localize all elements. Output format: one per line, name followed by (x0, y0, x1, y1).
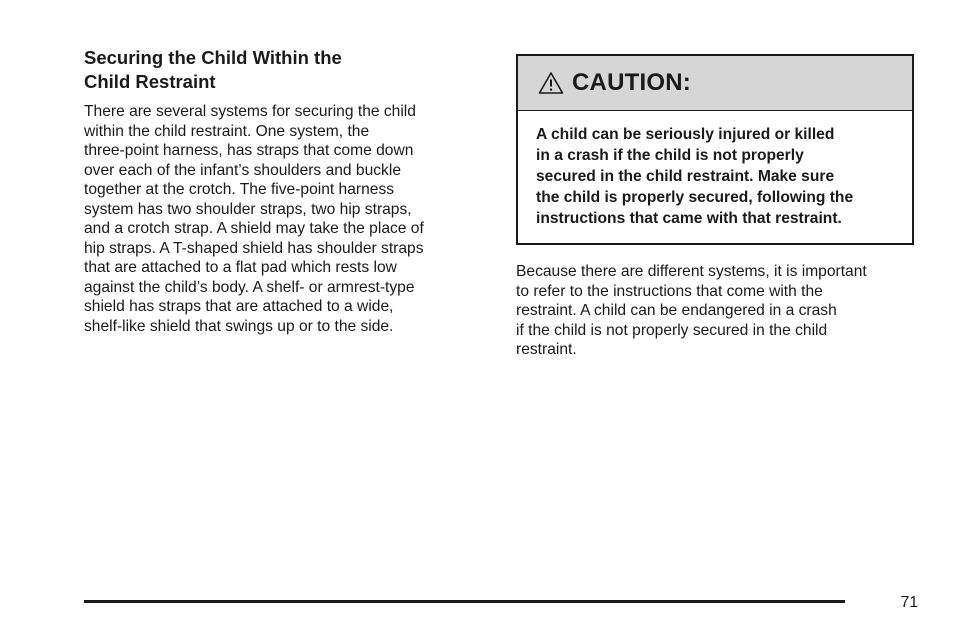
note-line: restraint. (516, 341, 577, 358)
caution-header (518, 56, 912, 111)
note-line: if the child is not properly secured in the child (516, 321, 828, 339)
note-paragraph (516, 262, 918, 360)
body-line: that are attached to a flat pad which rests low (84, 259, 397, 276)
body-line: and a crotch strap. A shield may take the place of (84, 220, 424, 237)
body-line: together at the crotch. The five-point harness (84, 181, 395, 198)
caution-line: the child is properly secured, following the (536, 189, 854, 206)
warning-triangle-icon (538, 71, 564, 95)
section-heading-line: Securing the Child Within the (84, 47, 342, 68)
body-line: shield has straps that are attached to a wide, (84, 298, 394, 315)
note-line: restraint. A child can be endangered in a crash (516, 302, 837, 319)
caution-line: secured in the child restraint. Make sure (536, 168, 835, 185)
page-number: 71 (900, 594, 918, 611)
note-line: to refer to the instructions that come with the (516, 282, 823, 300)
body-line: There are several systems for securing the child (84, 103, 416, 120)
caution-title: CAUTION: (572, 69, 691, 96)
left-column (84, 46, 474, 336)
section-heading (84, 46, 474, 94)
caution-line: A child can be seriously injured or killed (536, 126, 835, 143)
caution-body (518, 111, 912, 243)
note-line: Because there are different systems, it is important (516, 263, 867, 280)
caution-line: in a crash if the child is not properly (536, 147, 804, 164)
caution-line: instructions that came with that restraint. (536, 210, 842, 227)
body-line: hip straps. A T-shaped shield has shoulder straps (84, 239, 424, 257)
footer-rule (84, 600, 845, 603)
body-line: against the child’s body. A shelf- or armrest-type (84, 278, 415, 296)
caution-box (516, 54, 914, 245)
body-line: over each of the infant’s shoulders and buckle (84, 161, 401, 179)
body-line: within the child restraint. One system, the (84, 122, 370, 140)
body-line: three-point harness, has straps that come down (84, 142, 414, 159)
body-line: shelf-like shield that swings up or to the side. (84, 317, 394, 335)
section-heading-line: Child Restraint (84, 71, 216, 92)
section-body (84, 102, 474, 336)
right-column (516, 54, 918, 360)
body-line: system has two shoulder straps, two hip straps, (84, 200, 412, 218)
